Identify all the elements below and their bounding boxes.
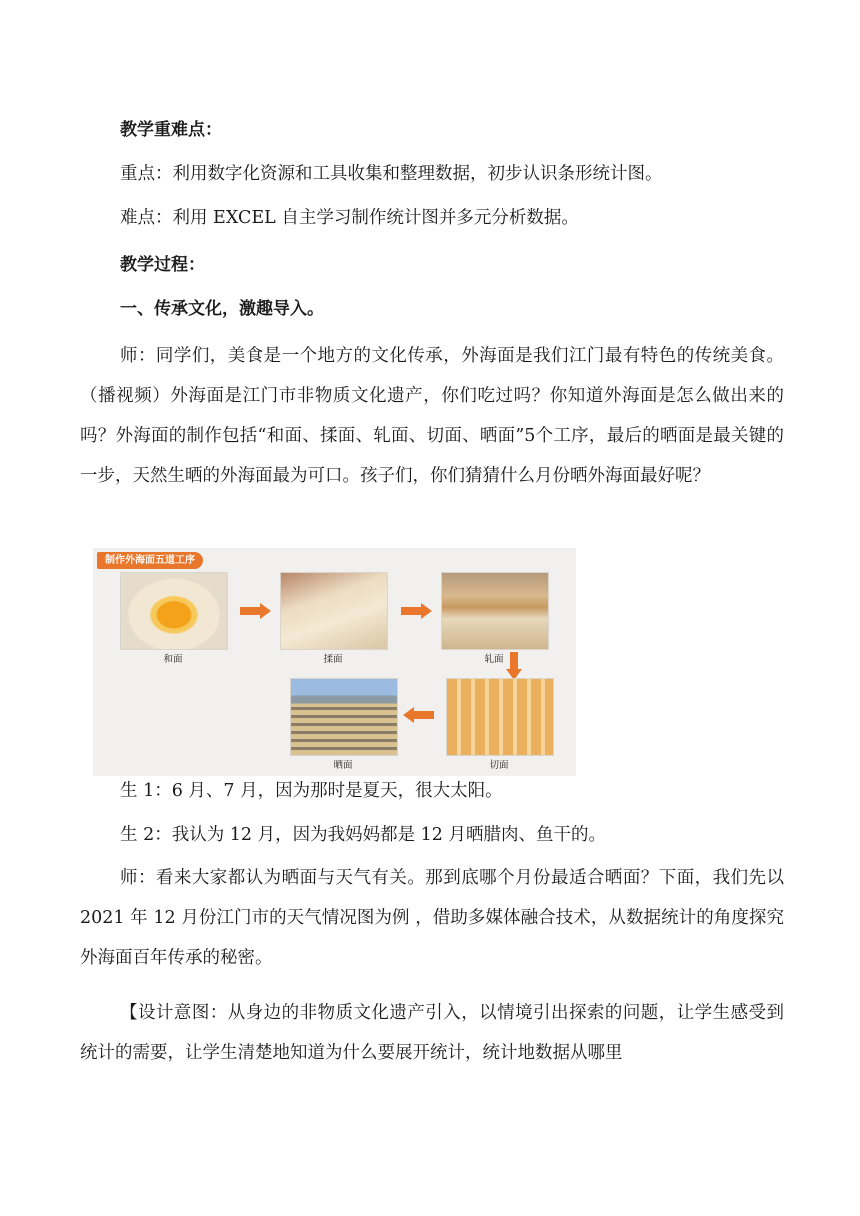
heading-teaching-process: 教学过程： [120,255,205,275]
arrow-right-icon [401,603,433,619]
step-caption: 晒面 [333,760,353,771]
step-caption: 揉面 [323,654,343,665]
arrow-left-icon [403,707,435,723]
design-intent-paragraph: 【设计意图：从身边的非物质文化遗产引入，以情境引出探索的问题，让学生感受到统计的需要，让学生清楚地知道为什么要展开统计，统计地数据从哪里 [80,1003,784,1063]
arrow-right-icon [240,603,272,619]
step-kneading-photo [280,572,388,650]
process-figure [93,548,576,776]
step-caption: 轧面 [484,654,504,665]
key-point-text: 重点：利用数字化资源和工具收集和整理数据，初步认识条形统计图。 [120,164,663,184]
step-mixing-photo [120,572,228,650]
step-caption: 切面 [489,760,509,771]
step-caption: 和面 [163,654,183,665]
student-2-answer: 生 2：我认为 12 月，因为我妈妈都是 12 月晒腊肉、鱼干的。 [120,825,606,845]
student-1-answer: 生 1：6 月、7 月，因为那时是夏天，很大太阳。 [120,781,503,801]
arrow-down-icon [506,652,522,680]
heading-key-points: 教学重难点： [120,120,222,140]
teacher-paragraph-1: 师：同学们，美食是一个地方的文化传承，外海面是我们江门最有特色的传统美食。（播视频）外海面是江门市非物质文化遗产，你们吃过吗？你知道外海面是怎么做出来的吗？外海面的制作包括“和面、揉面、轧面、切面、晒面”5个工序，最后的晒面是最关键的一步，天然生晒的外海面最为可口。孩子们，你们猜猜什么月份晒外海面最好呢？ [80,346,784,486]
step-cutting-photo [446,678,554,756]
figure-title: 制作外海面五道工序 [97,552,203,569]
section-one-heading: 一、传承文化，激趣导入。 [120,299,324,319]
step-drying-photo [290,678,398,756]
step-rolling-photo [441,572,549,650]
difficult-point-text: 难点：利用 EXCEL 自主学习制作统计图并多元分析数据。 [120,208,579,228]
teacher-paragraph-2: 师：看来大家都认为晒面与天气有关。那到底哪个月份最适合晒面？下面，我们先以 2021 年 12 月份江门市的天气情况图为例 ，借助多媒体融合技术，从数据统计的角度探究外海面百年传承的秘密。 [80,868,784,968]
